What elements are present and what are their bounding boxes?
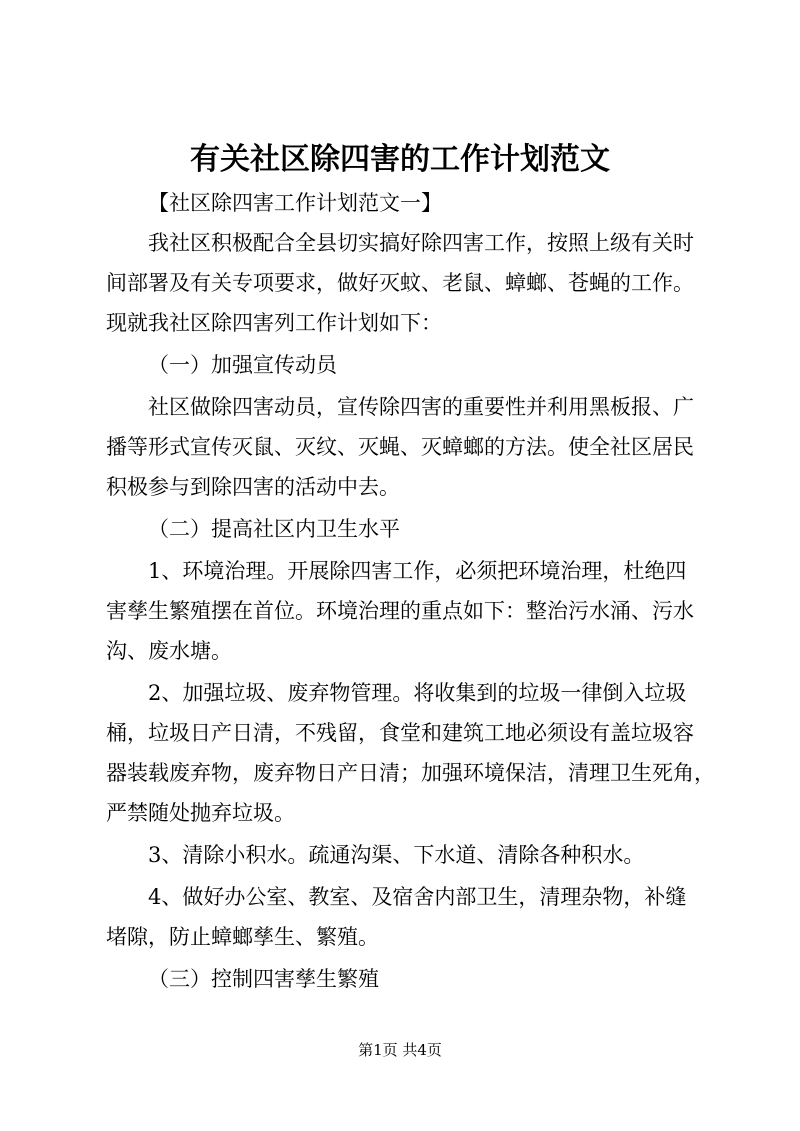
paragraph-line: 播等形式宣传灭鼠、灭纹、灭蝇、灭蟑螂的方法。使全社区居民 (106, 435, 694, 459)
page-number-footer: 第1页 共4页 (358, 1041, 442, 1059)
paragraph-line: 间部署及有关专项要求，做好灭蚊、老鼠、蟑螂、苍蝇的工作。 (106, 271, 694, 295)
subheading: （二）提高社区内卫生水平 (148, 517, 400, 541)
document-title: 有关社区除四害的工作计划范文 (190, 142, 610, 177)
subheading: （一）加强宣传动员 (148, 353, 337, 377)
section-heading: 【社区除四害工作计划范文一】 (148, 191, 442, 215)
paragraph-line: 社区做除四害动员，宣传除四害的重要性并利用黑板报、广 (148, 395, 694, 419)
paragraph-line: 现就我社区除四害列工作计划如下： (106, 311, 442, 335)
paragraph-line: 堵隙，防止蟑螂孳生、繁殖。 (106, 925, 379, 949)
paragraph-line: 我社区积极配合全县切实搞好除四害工作，按照上级有关时 (148, 231, 694, 255)
paragraph-line: 严禁随处抛弃垃圾。 (106, 801, 295, 825)
paragraph-line: 2、加强垃圾、废弃物管理。将收集到的垃圾一律倒入垃圾 (148, 681, 687, 705)
paragraph-line: 1、环境治理。开展除四害工作，必须把环境治理，杜绝四 (148, 559, 687, 583)
paragraph-line: 器装载废弃物，废弃物日产日清；加强环境保洁，清理卫生死角， (106, 761, 715, 785)
paragraph-line: 桶，垃圾日产日清，不残留，食堂和建筑工地必须设有盖垃圾容 (106, 721, 694, 745)
paragraph-line: 3、清除小积水。疏通沟渠、下水道、清除各种积水。 (148, 843, 645, 867)
paragraph-line: 沟、废水塘。 (106, 639, 232, 663)
subheading: （三）控制四害孳生繁殖 (148, 967, 379, 991)
paragraph-line: 4、做好办公室、教室、及宿舍内部卫生，清理杂物，补缝 (148, 885, 687, 909)
paragraph-line: 积极参与到除四害的活动中去。 (106, 475, 400, 499)
paragraph-line: 害孳生繁殖摆在首位。环境治理的重点如下：整治污水涌、污水 (106, 599, 694, 623)
